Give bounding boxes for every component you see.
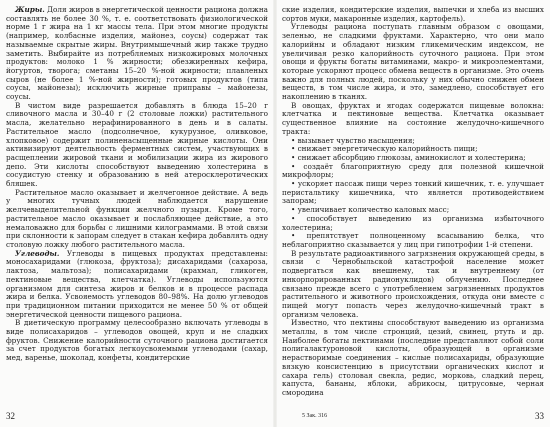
list-item: • создаёт благоприятную среду для полезной кишечной микрофлоры; [282,163,544,180]
list-item: • снижает энергетическую калорийность пищи; [282,145,544,154]
right-page [282,6,544,421]
list-item: • способствует выведению из организма избыточного холестерина; [282,215,544,232]
paragraph [6,319,268,363]
page-number: 32 [6,411,15,421]
paragraph: Углеводы рациона поступать главным образом с овощами, зеленью, не сладкими фруктами. Характерно, что они мало калорийны и обладают низким гликемическим индексом, не увеличивая резко калорийность суточного рациона. При этом овощи и фрукты богаты витаминами, макро- и микроэлементами, которые ускоряют процесс обмена веществ в организме. Это очень важно для полных людей, поскольку у них обычно снижен обмен веществ, в том числе жира, и это, замедлено, способствует его накоплению в тканях. [282,22,544,102]
paragraph-text: Углеводы в пищевых продуктах представлены: моносахаридами (глюкоза, фруктоза); дисахаридами (сахароза, лактоза, мальтоза); полисахаридами (крахмал, гликоген, пектиновые вещества, клетчатка). Углеводы используются организмом для синтеза жиров и белков и в процессе распада жира и белка. Усвояемость углеводов 80–98%. На долю углеводов при традиционном питании приходится не менее 50 % от общей энергетической ценности пищевого рациона. [6,248,268,319]
paragraph-text: В диетическую программу целесообразно включать углеводы в виде полисахаридов – углеводов овощей, круп и не сладких фруктов. Снижение калорийности суточного рациона достигается за счет продуктов богатых легкоусвояемыми углеводами (сахар, мед, варенье, шоколад, конфеты, кондитерские [6,318,268,363]
list-item: • вызывает чувство насыщения; [282,137,544,146]
printer-signature: 5 Зак. 316 [302,413,328,419]
list-item: • препятствует полноценному всасыванию белка, что неблагоприятно сказывается у лиц при гипотрофии 1-й степени. [282,232,544,249]
run-in-heading: Жиры. [15,5,45,14]
paragraph-text: Доля жиров в энергетической ценности рациона должна составлять не более 30 %, т. е. соответствовать физиологической норме 1 г жира на 1 кг массы тела. При этом многие продукты (например, колбасные изделия, майонез, соусы) содержат так называемые скрытые жиры. Внутримышечный жир также трудно заметить. Выбирайте из потребляемых низкожировых молочных продуктов: молоко 1 % жирности; обезжиренных кефира, йогуртов, творога; сметаны 15–20 %-ной жирности; плавленых сыров (не более 1 %-ной жирности); готовых продуктов (типа соусы, майонезы); исключить жирные приправы – майонезы, соусы. [6,5,268,102]
paragraph: В результате радиоактивного загрязнения окружающей среды, в связи с Чернобыльской катастрофой население может подвергаться как внешнему, так и внутреннему (от инкорпорированных радионуклидов) облучению. Последнее связано прежде всего с употреблением загрязненных продуктов растительного и животного происхождения, откуда они вместе с пищей могут попасть через желудочно-кишечный тракт в организм человека. [282,248,544,319]
paragraph-fats [6,6,268,102]
book-gutter [273,0,277,427]
fiber-effects-list [282,137,544,250]
page-number: 33 [535,411,544,421]
paragraph: Известно, что пектины способствуют выведению из организма металлы, в том числе стронций, цезий, свинец, ртуть и др. Наиболее богаты пектинами (последние представляют собой соли полигалактуроновой кислоты, образующей в организме нерастворимые соединения – кислые полисахариды, образующие вязкую консистенцию в присутствии органических кислот и сахара гель) столовая свекла, редис, морковь, сладкий перец, капуста, бананы, яблоки, абрикосы, цитрусовые, черная смородина [282,318,544,397]
left-page [6,6,268,421]
list-item: • снижает абсорбцию глюкозы, аминокислот и холестерина; [282,154,544,163]
paragraph-text: В чистом виде разрешается добавлять в блюда 15–20 г сливочного масла и 30–40 г (2 столовые ложки) растительного масла, желательно нерафинированного в день и в салаты. Растительное масло (подсолнечное, кукурузное, оливковое, хлопковое) содержит полиненасыщенные жирные кислоты. Они активизируют деятельность ферментных систем, участвующих в расщеплении жировой ткани и мобилизации жира из жирового депо. Эти кислоты способствуют выведению холестерина в сосудистую стенку и образованию в ней атеросклеротических бляшек. [6,100,268,189]
right-page-text [282,6,544,398]
paragraph-continued: ские изделия, кондитерские изделия, выпечки и хлеба из высших сортов муки, макаронные изделия, картофель). [282,5,544,23]
list-item: • увеличивает количество каловых масс; [282,206,544,215]
paragraph-text: Растительное масло оказывает и желчегонное действие. А ведь у многих тучных людей наблюдается нарушение желчевыделительной функции желчного пузыря. Кроме того, растительное масло оказывает и послабляющее действие, а это немаловажно для борьбы с лишними килограммами. В этой связи при склонности к запорам следует в стакан кефира добавлять одну столовую ложку любого растительного масла. [6,187,268,249]
left-page-text [6,6,268,363]
paragraph: В овощах, фруктах и ягодах содержатся пищевые волокна: клетчатка и пектиновые вещества. Клетчатка оказывает существенное влияние на состояние желудочно-кишечного тракта: [282,100,544,136]
paragraph [6,189,268,250]
list-item: • ускоряет пассаж пищи через тонкий кишечник, т. е. улучшает перистальтику кишечника, что является противодействием запорам; [282,180,544,206]
paragraph-carbohydrates [6,250,268,320]
run-in-heading: Углеводы. [15,248,60,258]
paragraph [6,102,268,189]
